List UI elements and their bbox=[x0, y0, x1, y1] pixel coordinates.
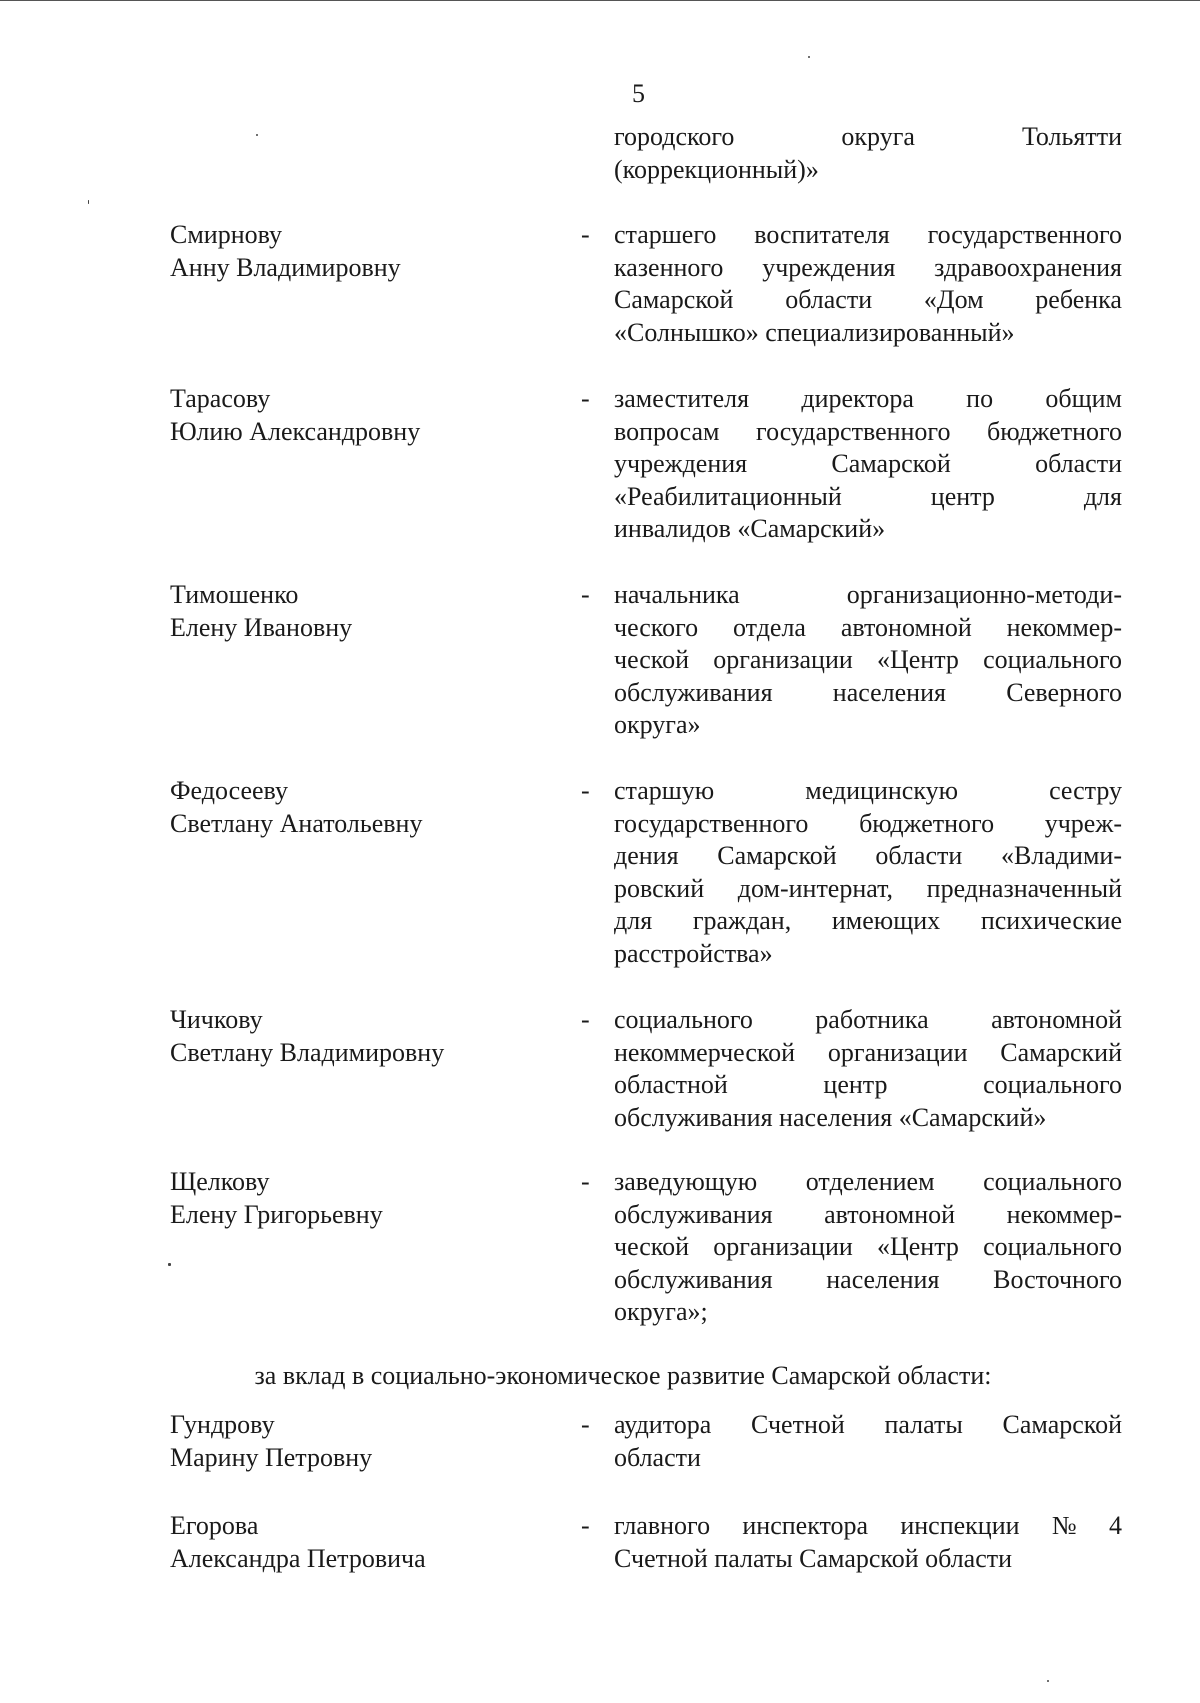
position-line: округа» bbox=[614, 710, 701, 739]
word: государственного bbox=[756, 416, 951, 446]
word: предназначенный bbox=[926, 873, 1122, 903]
word: Восточного bbox=[993, 1264, 1122, 1294]
continuation-line-1 bbox=[614, 121, 1122, 154]
position-line bbox=[614, 1199, 1122, 1232]
word: автономной bbox=[840, 612, 972, 642]
surname: Егорова bbox=[170, 1511, 259, 1540]
word: социального bbox=[983, 1070, 1122, 1099]
word: некоммерческой bbox=[614, 1037, 796, 1067]
word: дом-интернат, bbox=[737, 873, 894, 903]
person-name bbox=[170, 1166, 570, 1231]
position-line bbox=[614, 1264, 1122, 1297]
position-line: обслуживания населения «Самарский» bbox=[614, 1102, 1047, 1132]
continuation-word: Тольятти bbox=[1021, 122, 1122, 151]
position-description bbox=[614, 775, 1122, 970]
position-description bbox=[614, 1510, 1122, 1575]
word: учреждения bbox=[614, 449, 748, 478]
word: ребенка bbox=[1035, 285, 1122, 314]
position-line: Счетной палаты Самарской области bbox=[614, 1543, 1013, 1573]
position-line bbox=[614, 775, 1122, 808]
entry-dash: - bbox=[581, 1005, 590, 1034]
position-description bbox=[614, 219, 1122, 349]
position-line bbox=[614, 448, 1122, 481]
scan-top-edge bbox=[0, 0, 1200, 1]
position-line bbox=[614, 1166, 1122, 1199]
word: психические bbox=[980, 906, 1122, 935]
word: Самарской bbox=[831, 449, 951, 478]
position-line: округа»; bbox=[614, 1297, 708, 1326]
given-name: Александра Петровича bbox=[170, 1543, 426, 1573]
word: социального bbox=[614, 1005, 753, 1034]
word: начальника bbox=[614, 580, 740, 609]
word: Самарской bbox=[614, 285, 734, 314]
scan-speck bbox=[168, 1263, 171, 1266]
word: аудитора bbox=[614, 1410, 712, 1439]
continuation-word: округа bbox=[841, 122, 915, 151]
word: бюджетного bbox=[859, 808, 995, 838]
given-name: Марину Петровну bbox=[170, 1442, 373, 1472]
word: по bbox=[966, 384, 994, 413]
position-line bbox=[614, 1510, 1122, 1543]
word: директора bbox=[801, 384, 914, 413]
word: некоммер- bbox=[1006, 612, 1122, 642]
surname: Федосееву bbox=[170, 776, 288, 805]
position-description bbox=[614, 579, 1122, 742]
word: автономной bbox=[824, 1199, 956, 1229]
word: ческой bbox=[614, 645, 690, 674]
word: сестру bbox=[1049, 776, 1122, 805]
given-name: Елену Григорьевну bbox=[170, 1199, 383, 1229]
word: обслуживания bbox=[614, 1264, 773, 1294]
position-line bbox=[614, 416, 1122, 449]
position-line: расстройства» bbox=[614, 938, 773, 968]
position-line bbox=[614, 873, 1122, 906]
word: организации bbox=[713, 645, 853, 674]
word: для bbox=[1083, 481, 1122, 511]
position-description bbox=[614, 383, 1122, 546]
word: здравоохранения bbox=[934, 252, 1122, 282]
given-name: Светлану Владимировну bbox=[170, 1037, 445, 1067]
position-line: «Солнышко» специализированный» bbox=[614, 317, 1015, 347]
person-name bbox=[170, 1004, 570, 1069]
surname: Гундрову bbox=[170, 1410, 275, 1439]
position-line bbox=[614, 612, 1122, 645]
word: ческой bbox=[614, 1232, 690, 1261]
word: воспитателя bbox=[754, 220, 890, 249]
position-line bbox=[614, 1409, 1122, 1442]
surname: Щелкову bbox=[170, 1167, 270, 1196]
word: учреж- bbox=[1044, 808, 1122, 838]
word: заместителя bbox=[614, 384, 750, 413]
position-description bbox=[614, 1004, 1122, 1134]
word: области bbox=[785, 285, 873, 314]
word: социального bbox=[983, 645, 1122, 674]
word: старшего bbox=[614, 220, 717, 249]
position-line bbox=[614, 644, 1122, 677]
word: инспектора bbox=[742, 1511, 869, 1540]
scan-speck bbox=[808, 56, 810, 58]
scan-speck bbox=[1047, 1680, 1049, 1682]
entry-dash: - bbox=[581, 220, 590, 249]
word: области bbox=[1035, 449, 1122, 478]
continuation-word: городского bbox=[614, 122, 735, 151]
position-line bbox=[614, 1004, 1122, 1037]
position-line bbox=[614, 219, 1122, 252]
word: областной bbox=[614, 1070, 728, 1099]
word: инспекции bbox=[900, 1511, 1020, 1540]
word: главного bbox=[614, 1511, 711, 1540]
word: бюджетного bbox=[986, 416, 1122, 446]
word: старшую bbox=[614, 776, 715, 805]
word: вопросам bbox=[614, 416, 720, 446]
entry-dash: - bbox=[581, 1410, 590, 1439]
surname: Тарасову bbox=[170, 384, 271, 413]
word: обслуживания bbox=[614, 677, 773, 707]
word: государственного bbox=[927, 220, 1122, 249]
word: медицинскую bbox=[805, 776, 959, 805]
word: имеющих bbox=[831, 906, 941, 935]
position-line bbox=[614, 808, 1122, 841]
page-number: 5 bbox=[632, 79, 645, 108]
word: обслуживания bbox=[614, 1199, 773, 1229]
position-line bbox=[614, 481, 1122, 514]
surname: Тимошенко bbox=[170, 580, 299, 609]
continuation-line-2: (коррекционный)» bbox=[614, 154, 819, 184]
person-name bbox=[170, 1409, 570, 1474]
position-line bbox=[614, 1069, 1122, 1102]
word: палаты bbox=[884, 1410, 963, 1439]
position-line: инвалидов «Самарский» bbox=[614, 514, 886, 543]
word: Самарской bbox=[717, 841, 837, 870]
given-name: Анну Владимировну bbox=[170, 252, 401, 282]
person-name bbox=[170, 1510, 570, 1575]
position-line bbox=[614, 284, 1122, 317]
word: «Владими- bbox=[1000, 841, 1122, 870]
person-name bbox=[170, 383, 570, 448]
word: организации bbox=[713, 1232, 853, 1261]
entry-dash: - bbox=[581, 1167, 590, 1196]
word: «Дом bbox=[923, 285, 984, 314]
position-line bbox=[614, 252, 1122, 285]
given-name: Елену Ивановну bbox=[170, 612, 353, 642]
word: социального bbox=[983, 1167, 1122, 1196]
scan-speck bbox=[88, 200, 89, 204]
word: заведующую bbox=[614, 1167, 758, 1196]
word: «Центр bbox=[876, 645, 959, 674]
word: для bbox=[614, 906, 653, 935]
position-line bbox=[614, 1037, 1122, 1070]
entry-dash: - bbox=[581, 580, 590, 609]
entry-dash: - bbox=[581, 384, 590, 413]
position-line bbox=[614, 383, 1122, 416]
given-name: Юлию Александровну bbox=[170, 416, 421, 446]
given-name: Светлану Анатольевну bbox=[170, 808, 423, 838]
word: работника bbox=[815, 1005, 929, 1034]
position-line: области bbox=[614, 1442, 701, 1472]
scan-speck bbox=[256, 134, 258, 136]
word: Самарской bbox=[1002, 1410, 1122, 1439]
word: дения bbox=[614, 841, 679, 870]
word: учреждения bbox=[762, 252, 896, 282]
word: населения bbox=[826, 1264, 940, 1294]
position-line bbox=[614, 677, 1122, 710]
position-line bbox=[614, 905, 1122, 938]
word: социального bbox=[983, 1232, 1122, 1261]
word: Самарский bbox=[1000, 1037, 1122, 1067]
word: области bbox=[875, 841, 963, 870]
continuation-text bbox=[614, 121, 1122, 186]
word: № bbox=[1051, 1511, 1077, 1540]
word: центр bbox=[930, 481, 995, 511]
position-description bbox=[614, 1409, 1122, 1474]
word: государственного bbox=[614, 808, 809, 838]
word: Северного bbox=[1006, 677, 1122, 707]
word: организационно-методи- bbox=[846, 580, 1122, 609]
section-heading: за вклад в социально-экономическое развитие Самарской области: bbox=[254, 1361, 992, 1390]
word: отдела bbox=[733, 612, 806, 642]
word: центр bbox=[823, 1070, 888, 1099]
position-line bbox=[614, 579, 1122, 612]
word: ческого bbox=[614, 612, 699, 642]
surname: Смирнову bbox=[170, 220, 283, 249]
word: общим bbox=[1045, 384, 1122, 413]
word: казенного bbox=[614, 252, 724, 282]
position-description bbox=[614, 1166, 1122, 1329]
word: населения bbox=[832, 677, 946, 707]
word: «Реабилитационный bbox=[614, 481, 842, 511]
word: некоммер- bbox=[1006, 1199, 1122, 1229]
entry-dash: - bbox=[581, 1511, 590, 1540]
position-line bbox=[614, 1231, 1122, 1264]
word: ровский bbox=[614, 873, 705, 903]
person-name bbox=[170, 219, 570, 284]
surname: Чичкову bbox=[170, 1005, 263, 1034]
word: Счетной bbox=[750, 1410, 845, 1439]
entry-dash: - bbox=[581, 776, 590, 805]
word: организации bbox=[827, 1037, 968, 1067]
person-name bbox=[170, 579, 570, 644]
position-line bbox=[614, 840, 1122, 873]
word: автономной bbox=[991, 1005, 1122, 1034]
word: отделением bbox=[805, 1167, 935, 1196]
person-name bbox=[170, 775, 570, 840]
word: 4 bbox=[1108, 1511, 1122, 1540]
word: граждан, bbox=[692, 906, 792, 935]
word: «Центр bbox=[876, 1232, 959, 1261]
